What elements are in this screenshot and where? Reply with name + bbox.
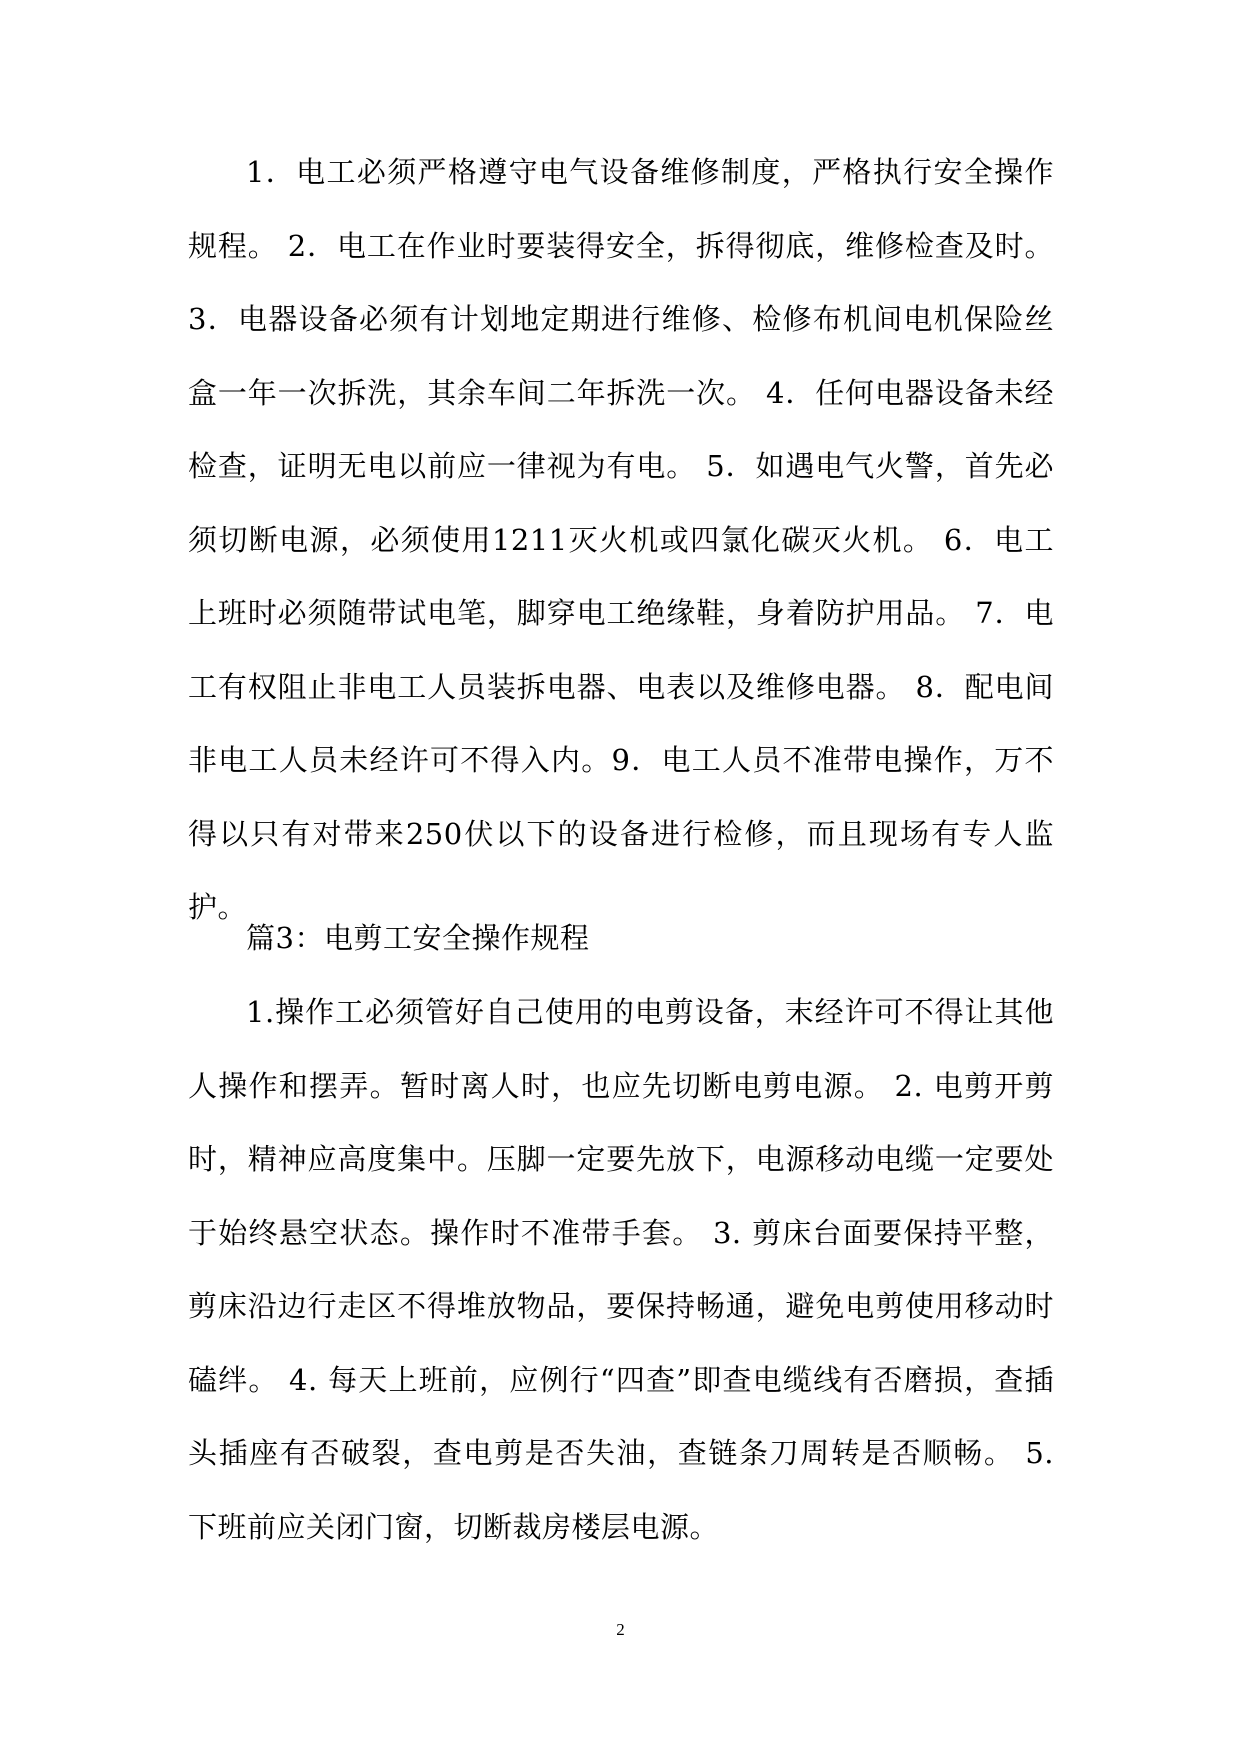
shear-operator-rules-paragraph: 1.操作工必须管好自己使用的电剪设备，末经许可不得让其他人操作和摆弄。暂时离人时，也应先切断电剪电源。 2. 电剪开剪时，精神应高度集中。压脚一定要先放下，电源移动电缆一定要处于始终悬空状态。操作时不准带手套。 3. 剪床台面要保持平整，剪床沿边行走区不得堆放物品，要保持畅通，避免电剪使用移动时磕绊。 4. 每天上班前，应例行“四查”即查电缆线有否磨损，查插头插座有否破裂，查电剪是否失油，查链条刀周转是否顺畅。 5. 下班前应关闭门窗，切断裁房楼层电源。 bbox=[188, 995, 1054, 1544]
section-heading: 篇3：电剪工安全操作规程 bbox=[246, 921, 590, 955]
electrician-rules-paragraph: 1．电工必须严格遵守电气设备维修制度，严格执行安全操作规程。 2．电工在作业时要装得安全，拆得彻底，维修检查及时。 3．电器设备必须有计划地定期进行维修、检修布机间电机保险丝盒一年一次拆洗，其余车间二年拆洗一次。 4．任何电器设备未经检查，证明无电以前应一律视为有电。 5．如遇电气火警，首先必须切断电源，必须使用1211灭火机或四氯化碳灭火机。 6．电工上班时必须随带试电笔，脚穿电工绝缘鞋，身着防护用品。 7．电工有权阻止非电工人员装拆电器、电表以及维修电器。 8．配电间非电工人员未经许可不得入内。9．电工人员不准带电操作，万不得以只有对带来250伏以下的设备进行检修，而且现场有专人监护。 bbox=[188, 155, 1054, 924]
page-number: 2 bbox=[616, 1620, 625, 1639]
